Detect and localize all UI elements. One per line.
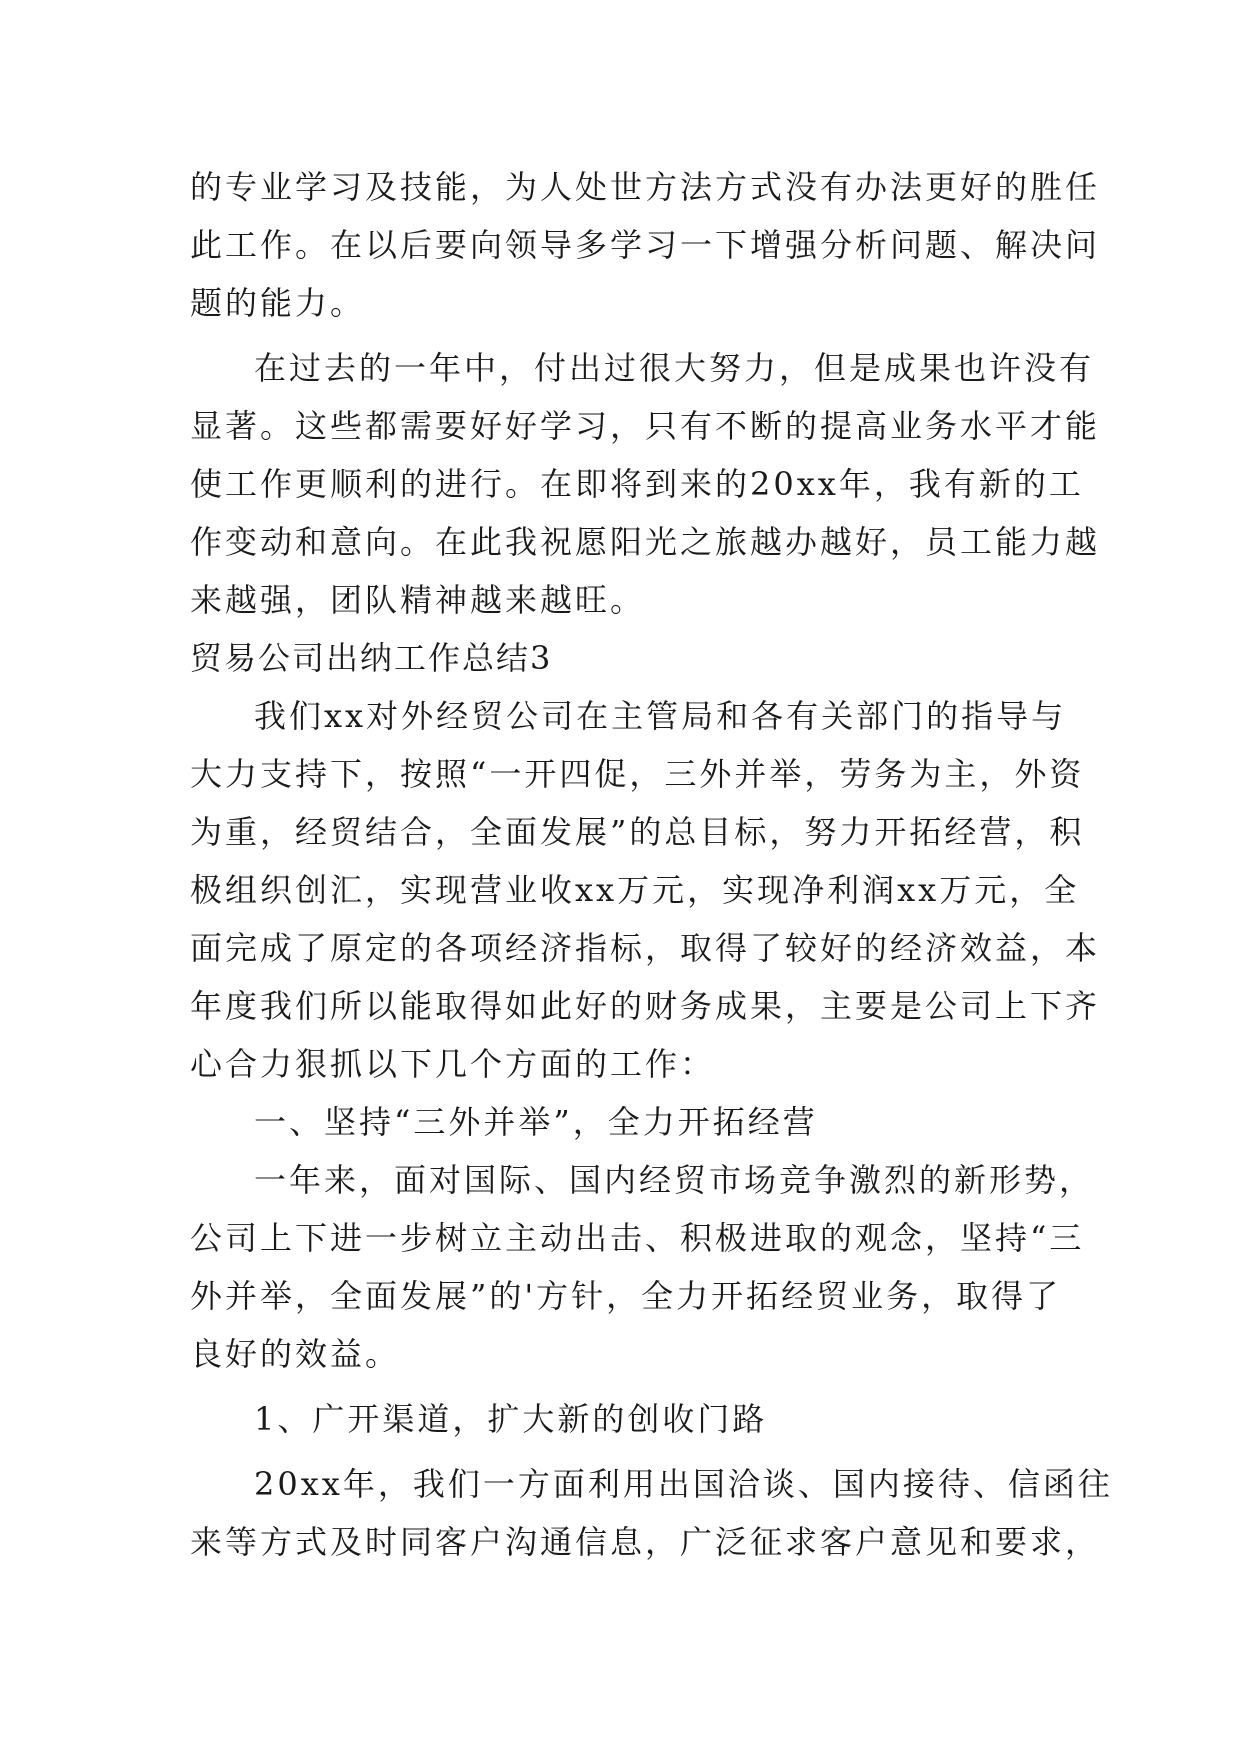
paragraph-line: 为重，经贸结合，全面发展”的总目标，努力开拓经营，积: [190, 813, 1085, 851]
paragraph-line: 来等方式及时同客户沟通信息，广泛征求客户意见和要求，: [190, 1523, 1101, 1561]
paragraph-line: 在过去的一年中，付出过很大努力，但是成果也许没有: [254, 349, 1095, 387]
subsection-heading: 一、坚持“三外并举”，全力开拓经营: [254, 1103, 818, 1141]
subsection-heading: 1、广开渠道，扩大新的创收门路: [254, 1400, 768, 1438]
paragraph-line: 公司上下进一步树立主动出击、积极进取的观念，坚持“三: [190, 1219, 1085, 1257]
paragraph-line: 的专业学习及技能，为人处世方法方式没有办法更好的胜任: [190, 168, 1101, 206]
paragraph-line: 面完成了原定的各项经济指标，取得了较好的经济效益，本: [190, 929, 1101, 967]
section-heading: 贸易公司出纳工作总结3: [190, 639, 553, 677]
paragraph-line: 显著。这些都需要好好学习，只有不断的提高业务水平才能: [190, 407, 1101, 445]
paragraph-line: 一年来，面对国际、国内经贸市场竞争激烈的新形势，: [254, 1161, 1095, 1199]
paragraph-line: 此工作。在以后要向领导多学习一下增强分析问题、解决问: [190, 226, 1101, 264]
paragraph-line: 心合力狠抓以下几个方面的工作：: [190, 1045, 716, 1083]
paragraph-line: 年度我们所以能取得如此好的财务成果，主要是公司上下齐: [190, 987, 1101, 1025]
paragraph-line: 使工作更顺利的进行。在即将到来的20xx年，我有新的工: [190, 465, 1084, 503]
paragraph-line: 外并举，全面发展”的'方针，全力开拓经贸业务，取得了: [190, 1277, 1062, 1315]
paragraph-line: 20xx年，我们一方面利用出国洽谈、国内接待、信函往: [254, 1465, 1113, 1503]
paragraph-line: 大力支持下，按照“一开四促，三外并举，劳务为主，外资: [190, 755, 1085, 793]
paragraph-line: 作变动和意向。在此我祝愿阳光之旅越办越好，员工能力越: [190, 523, 1101, 561]
paragraph-line: 极组织创汇，实现营业收xx万元，实现净利润xx万元，全: [190, 871, 1080, 909]
paragraph-line: 良好的效益。: [190, 1335, 401, 1373]
paragraph-line: 来越强，团队精神越来越旺。: [190, 581, 646, 619]
document-body: [190, 158, 1113, 1571]
paragraph-line: 题的能力。: [190, 284, 366, 322]
paragraph-line: 我们xx对外经贸公司在主管局和各有关部门的指导与: [254, 697, 1067, 735]
